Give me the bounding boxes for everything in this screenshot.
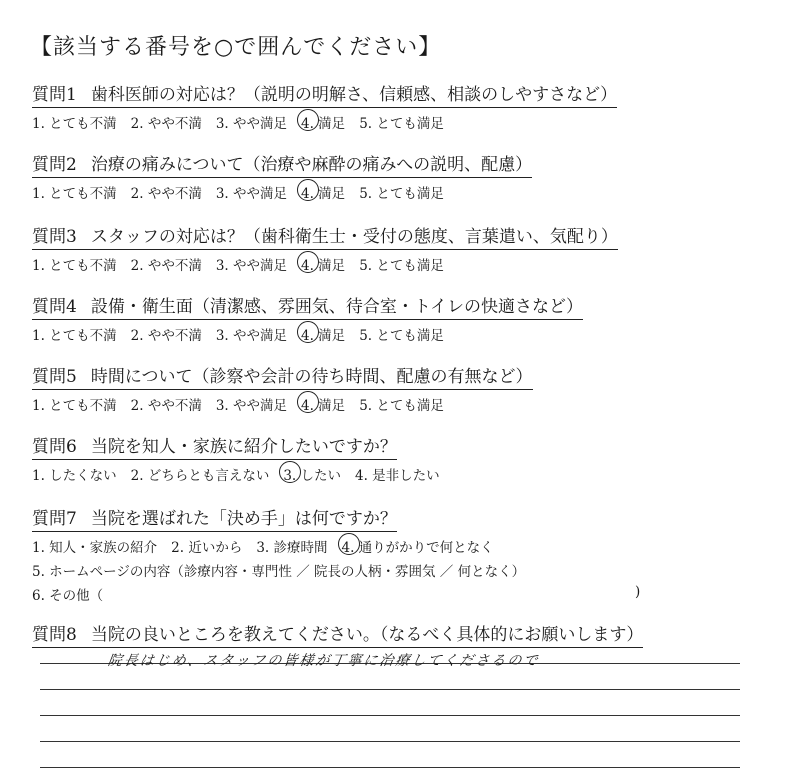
selection-circle bbox=[297, 251, 319, 273]
question-title bbox=[32, 150, 532, 178]
question-title bbox=[32, 504, 397, 532]
question-6 bbox=[32, 432, 772, 484]
option[interactable]: 2. やや不満 bbox=[130, 186, 202, 202]
question-5 bbox=[32, 362, 772, 414]
selection-circle bbox=[297, 321, 319, 343]
question-2 bbox=[32, 150, 772, 202]
question-number: 質問4 bbox=[32, 297, 77, 317]
question-number: 質問3 bbox=[32, 227, 77, 247]
option[interactable]: 5. とても満足 bbox=[359, 116, 444, 132]
options bbox=[32, 536, 772, 556]
question-3 bbox=[32, 222, 772, 274]
option-other bbox=[32, 584, 772, 604]
question-title bbox=[32, 432, 397, 460]
question-number: 質問1 bbox=[32, 85, 77, 105]
options bbox=[32, 394, 772, 414]
question-number: 質問8 bbox=[32, 625, 77, 645]
question-text: 当院を選ばれた「決め手」は何ですか？ bbox=[90, 509, 397, 529]
option[interactable]: 3. やや満足 bbox=[215, 258, 288, 274]
option[interactable]: 2. やや不満 bbox=[130, 258, 202, 274]
option[interactable]: 1. したくない bbox=[32, 468, 117, 484]
question-4 bbox=[32, 292, 772, 344]
options bbox=[32, 254, 772, 274]
question-text: 歯科医師の対応は？（説明の明解さ、信頼感、相談のしやすさなど） bbox=[90, 85, 618, 105]
option[interactable]: 3. やや満足 bbox=[215, 186, 288, 202]
options bbox=[32, 324, 772, 344]
page-title: 【該当する番号を○で囲んでください】 bbox=[30, 35, 442, 60]
question-number: 質問2 bbox=[32, 155, 77, 175]
options bbox=[32, 182, 772, 202]
option[interactable]: 5. とても満足 bbox=[359, 186, 444, 202]
option[interactable]: 2. やや不満 bbox=[130, 398, 202, 414]
option[interactable]: 1. とても不満 bbox=[32, 328, 117, 344]
option[interactable]: 3. やや満足 bbox=[215, 116, 288, 132]
options bbox=[32, 112, 772, 132]
option[interactable]: 1. とても不満 bbox=[32, 398, 117, 414]
question-text: スタッフの対応は？（歯科衛生士・受付の態度、言葉遣い、気配り） bbox=[90, 227, 618, 247]
answer-line bbox=[40, 716, 740, 742]
option[interactable]: 2. やや不満 bbox=[130, 116, 202, 132]
option-other-label: 6. その他（ bbox=[32, 588, 104, 604]
option-other-close: ) bbox=[635, 584, 641, 600]
question-title bbox=[32, 80, 617, 108]
option[interactable]: 1. 知人・家族の紹介 bbox=[32, 540, 158, 556]
option[interactable]: 2. やや不満 bbox=[130, 328, 202, 344]
option[interactable]: 2. 近いから bbox=[171, 540, 243, 556]
option-homepage: 5. ホームページの内容（診療内容・専門性 ／ 院長の人柄・雰囲気 ／ 何となく） bbox=[32, 564, 526, 580]
option-selected[interactable]: 4. 満足 bbox=[301, 182, 345, 202]
option[interactable]: 3. やや満足 bbox=[215, 398, 288, 414]
option[interactable]: 3. 診療時間 bbox=[256, 540, 328, 556]
question-number: 質問6 bbox=[32, 437, 77, 457]
option[interactable]: 5. とても満足 bbox=[359, 258, 444, 274]
option[interactable]: 1. とても不満 bbox=[32, 258, 117, 274]
option[interactable]: 1. とても不満 bbox=[32, 116, 117, 132]
option-selected[interactable]: 4. 満足 bbox=[301, 394, 345, 414]
option[interactable]: 4. 是非したい bbox=[355, 468, 440, 484]
question-1 bbox=[32, 80, 772, 132]
question-number: 質問7 bbox=[32, 509, 77, 529]
question-text: 治療の痛みについて（治療や麻酔の痛みへの説明、配慮） bbox=[90, 155, 533, 175]
question-number: 質問5 bbox=[32, 367, 77, 387]
option-selected[interactable]: 4. 通りがかりで何となく bbox=[342, 536, 494, 556]
option[interactable]: 5. とても満足 bbox=[359, 398, 444, 414]
option[interactable]: 3. やや満足 bbox=[215, 328, 288, 344]
answer-line bbox=[40, 742, 740, 768]
selection-circle bbox=[279, 461, 301, 483]
option-selected[interactable]: 3. したい bbox=[283, 464, 341, 484]
answer-line bbox=[40, 690, 740, 716]
question-text: 時間について（診察や会計の待ち時間、配慮の有無など） bbox=[90, 367, 533, 387]
option[interactable]: 2. どちらとも言えない bbox=[130, 468, 270, 484]
question-text: 設備・衛生面（清潔感、雰囲気、待合室・トイレの快適さなど） bbox=[90, 297, 583, 317]
selection-circle bbox=[297, 179, 319, 201]
option[interactable]: 5. とても満足 bbox=[359, 328, 444, 344]
option-selected[interactable]: 4. 満足 bbox=[301, 112, 345, 132]
options bbox=[32, 464, 772, 484]
question-7 bbox=[32, 504, 772, 604]
question-title bbox=[32, 292, 583, 320]
option[interactable]: 1. とても不満 bbox=[32, 186, 117, 202]
question-title bbox=[32, 362, 533, 390]
handwritten-answer[interactable]: 院長はじめ、スタッフの皆様が丁寧に治療してくださるので bbox=[106, 653, 541, 669]
question-text: 当院を知人・家族に紹介したいですか？ bbox=[90, 437, 397, 457]
question-title bbox=[32, 222, 618, 250]
question-text: 当院の良いところを教えてください。（なるべく具体的にお願いします） bbox=[90, 625, 644, 645]
option-selected[interactable]: 4. 満足 bbox=[301, 254, 345, 274]
option-selected[interactable]: 4. 満足 bbox=[301, 324, 345, 344]
selection-circle bbox=[338, 533, 360, 555]
selection-circle bbox=[297, 391, 319, 413]
selection-circle bbox=[297, 109, 319, 131]
